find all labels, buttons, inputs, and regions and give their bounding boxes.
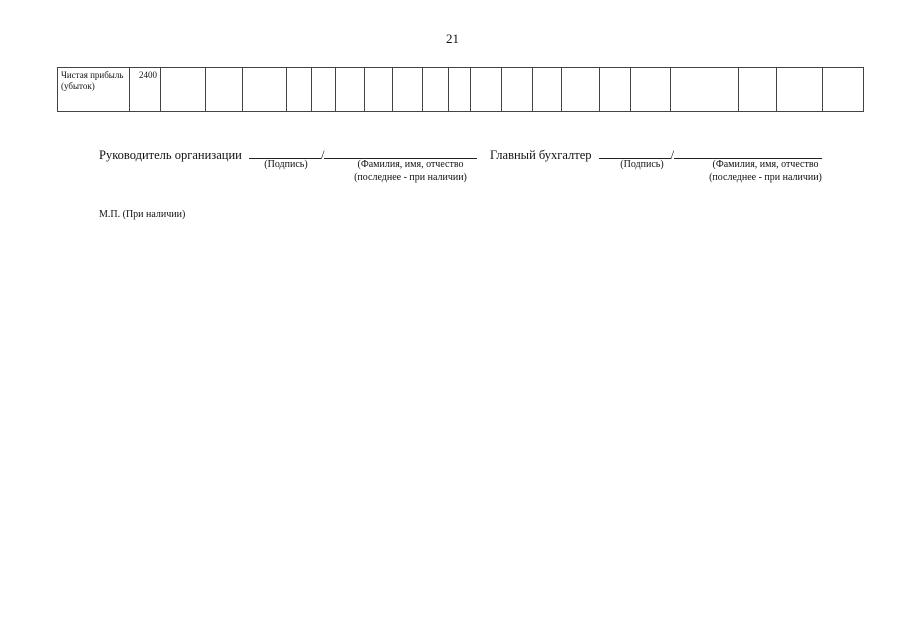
value-cell	[631, 68, 671, 112]
accountant-name-caption-2: (последнее - при наличии)	[709, 172, 822, 183]
value-cell	[336, 68, 365, 112]
value-cell	[600, 68, 631, 112]
value-cell	[449, 68, 471, 112]
report-table	[57, 67, 864, 112]
accountant-name-caption-1: (Фамилия, имя, отчество	[712, 159, 819, 170]
value-cell	[206, 68, 243, 112]
value-cell	[161, 68, 206, 112]
value-cell	[823, 68, 864, 112]
value-cell	[243, 68, 287, 112]
accountant-label: Главный бухгалтер	[490, 148, 592, 162]
value-cell	[777, 68, 823, 112]
value-cell	[562, 68, 600, 112]
accountant-separator: /	[670, 148, 675, 162]
stamp-label: М.П. (При наличии)	[99, 209, 186, 220]
table-row	[58, 68, 864, 112]
accountant-name-line	[674, 145, 822, 159]
value-cell	[471, 68, 502, 112]
value-cell	[739, 68, 777, 112]
value-cell	[533, 68, 562, 112]
value-cell	[502, 68, 533, 112]
value-cell	[287, 68, 312, 112]
indicator-cell: Чистая прибыль (убыток)	[58, 68, 130, 112]
value-cell	[671, 68, 739, 112]
head-name-caption-2: (последнее - при наличии)	[354, 172, 467, 183]
head-name-line	[324, 145, 477, 159]
head-name-caption-1: (Фамилия, имя, отчество	[357, 159, 464, 170]
value-cell	[423, 68, 449, 112]
value-cell	[312, 68, 336, 112]
accountant-signature-caption: (Подпись)	[620, 159, 664, 170]
head-signature-line	[249, 145, 321, 159]
value-cell	[393, 68, 423, 112]
accountant-signature-line	[599, 145, 671, 159]
code-cell: 2400	[130, 68, 161, 112]
value-cell	[365, 68, 393, 112]
page-number: 21	[446, 31, 459, 46]
head-separator: /	[320, 148, 325, 162]
head-signature-caption: (Подпись)	[264, 159, 308, 170]
head-label: Руководитель организации	[99, 148, 242, 162]
